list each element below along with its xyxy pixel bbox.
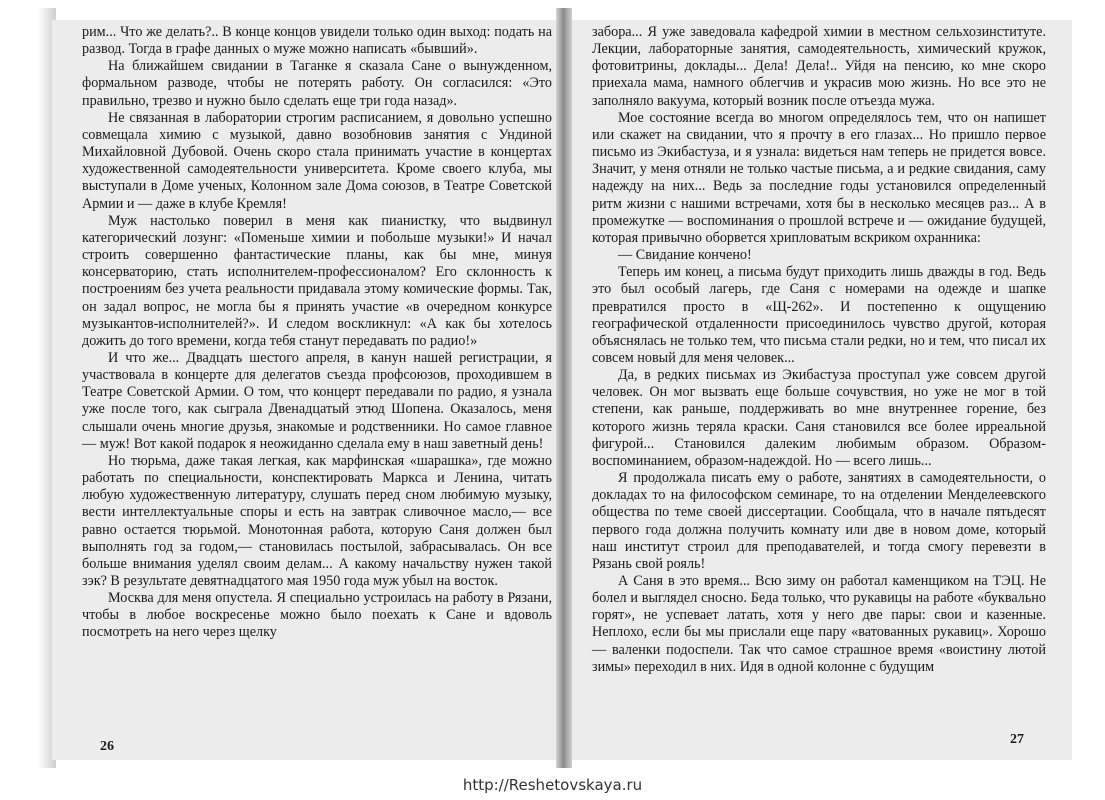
left-page-text bbox=[82, 24, 552, 642]
right-page-text bbox=[592, 24, 1046, 676]
paragraph: Теперь им конец, а письма будут приходить лишь дважды в год. Ведь это был особый лагерь, где Саня с номерами на одежде и шапке превратился просто в «Щ-262». И постепенно к ощущению географической отдаленности присоединилось чувство другой, которая объяснялась не только тем, что письма стали редки, но и тем, что писал их совсем новый для меня человек... bbox=[592, 264, 1046, 366]
right-page bbox=[572, 20, 1072, 760]
left-page bbox=[52, 20, 562, 760]
left-page-number: 26 bbox=[100, 739, 114, 754]
paragraph: Да, в редких письмах из Экибастуза проступал уже совсем другой человек. Он мог вызвать еще больше сочувствия, но уже не мог в той степени, как раньше, поддерживать во мне внутреннее горение, без которого жизнь теряла краски. Саня становился все более ирреальной фигурой... Становился далеким любимым образом. Образом-воспоминанием, образом-надеждой. Но — всего лишь... bbox=[592, 367, 1046, 469]
book-gutter bbox=[556, 8, 572, 768]
paragraph: Не связанная в лаборатории строгим расписанием, я довольно успешно совмещала химию с музыкой, давно возобновив занятия с Ундиной Михайловной Дубовой. Очень скоро стала принимать участие в концертах художественной самодеятельности университета. Кроме своего клуба, мы выступали в Доме ученых, Колонном зале Дома союзов, в Театре Советской Армии и — даже в клубе Кремля! bbox=[82, 109, 552, 212]
right-page-number: 27 bbox=[1010, 732, 1024, 747]
paragraph: Я продолжала писать ему о работе, занятиях в самодеятельности, о докладах то на философском семинаре, то на отделении Менделеевского общества по теме своей диссертации. Сообщала, что в начале пятьдесят первого года должна получить комнату или две в новом доме, который наш институт строил для преподавателей, и тогда смогу перевезти в Рязань свой рояль! bbox=[592, 470, 1046, 572]
paragraph: забора... Я уже заведовала кафедрой химии в местном сельхозинституте. Лекции, лабораторные занятия, самодеятельность, химический кружок, фотовитрины, доклады... Дела! Дела!.. Уйдя на пенсию, ко мне скоро приехала мама, намного облегчив и украсив мою жизнь. Но все это не заполняло вакуума, который возник после отъезда мужа. bbox=[592, 24, 1046, 109]
paragraph: И что же... Двадцать шестого апреля, в канун нашей регистрации, я участвовала в концерте для делегатов съезда профсоюзов, проходившем в Театре Советской Армии. О том, что концерт передавали по радио, я узнала уже после того, как сыграла Двенадцатый этюд Шопена. Оказалось, меня слышали очень многие друзья, знакомые и родственники. Но самое главное — муж! Вот какой подарок я неожиданно сделала ему в наш заветный день! bbox=[82, 349, 552, 452]
paragraph: Мое состояние всегда во многом определялось тем, что он напишет или скажет на свидании, что я прочту в его глазах... Но пришло первое письмо из Экибастуза, и я узнала: видеться нам теперь не придется вовсе. Значит, у меня отняли не только частые письма, а и редкие свидания, саму надежду на них... Ведь за последние годы установился определенный ритм жизни с нашими встречами, хотя бы в несколько месяцев раз... А в промежутке — воспоминания о прошлой встрече и — ожидание будущей, которая привычно оборвется хрипловатым вскриком охранника: bbox=[592, 109, 1046, 246]
paragraph: А Саня в это время... Всю зиму он работал каменщиком на ТЭЦ. Не болел и выглядел сносно. Беда только, что рукавицы на работе «буквально горят», не успевает латать, хотя у него две пары: свои и казенные. Неплохо, если бы мы прислали еще пару «ватованных рукавиц». Хорошо — валенки подоспели. Так что самое страшное время «воистину лютой зимы» переходил в них. Идя в одной колонне с будущим bbox=[592, 573, 1046, 675]
paragraph: Москва для меня опустела. Я специально устроилась на работу в Рязани, чтобы в любое воскресенье можно было поехать к Сане и вдоволь посмотреть на него через щелку bbox=[82, 590, 552, 641]
paragraph: Но тюрьма, даже такая легкая, как марфинская «шарашка», где можно работать по специальности, конспектировать Маркса и Ленина, читать любую художественную литературу, слушать перед сном любимую музыку, вести интеллектуальные споры и есть на завтрак сливочное масло,— все равно остается тюрьмой. Монотонная работа, которую Саня должен был выполнять год за годом,— становилась постылой, забрасывалась. Он все больше внимания уделял своим делам... А какому начальству нужен такой зэк? В результате девятнадцатого мая 1950 года муж убыл на восток. bbox=[82, 452, 552, 589]
paragraph: Муж настолько поверил в меня как пианистку, что выдвинул категорический лозунг: «Поменьше химии и побольше музыки!» И начал строить совершенно фантастические планы, как бы мне, минуя консерваторию, стать исполнителем-профессионалом? Его склонность к построениям без учета реальности придавала этому комические формы. Так, он задал вопрос, не могла бы я принять участие «в очередном конкурсе музыкантов-исполнителей?». И следом воскликнул: «А как бы хотелось дожить до того времени, когда тебя станут передавать по радио!» bbox=[82, 212, 552, 349]
paragraph: рим... Что же делать?.. В конце концов увидели только один выход: подать на развод. Тогда в графе данных о муже можно написать «бывший». bbox=[82, 24, 552, 58]
paragraph: На ближайшем свидании в Таганке я сказала Сане о вынужденном, формальном разводе, чтобы не потерять работу. Он согласился: «Это правильно, трезво и нужно было сделать еще три года назад». bbox=[82, 58, 552, 109]
source-url: http://Reshetovskaya.ru bbox=[462, 776, 643, 794]
paragraph: — Свидание кончено! bbox=[618, 247, 752, 264]
